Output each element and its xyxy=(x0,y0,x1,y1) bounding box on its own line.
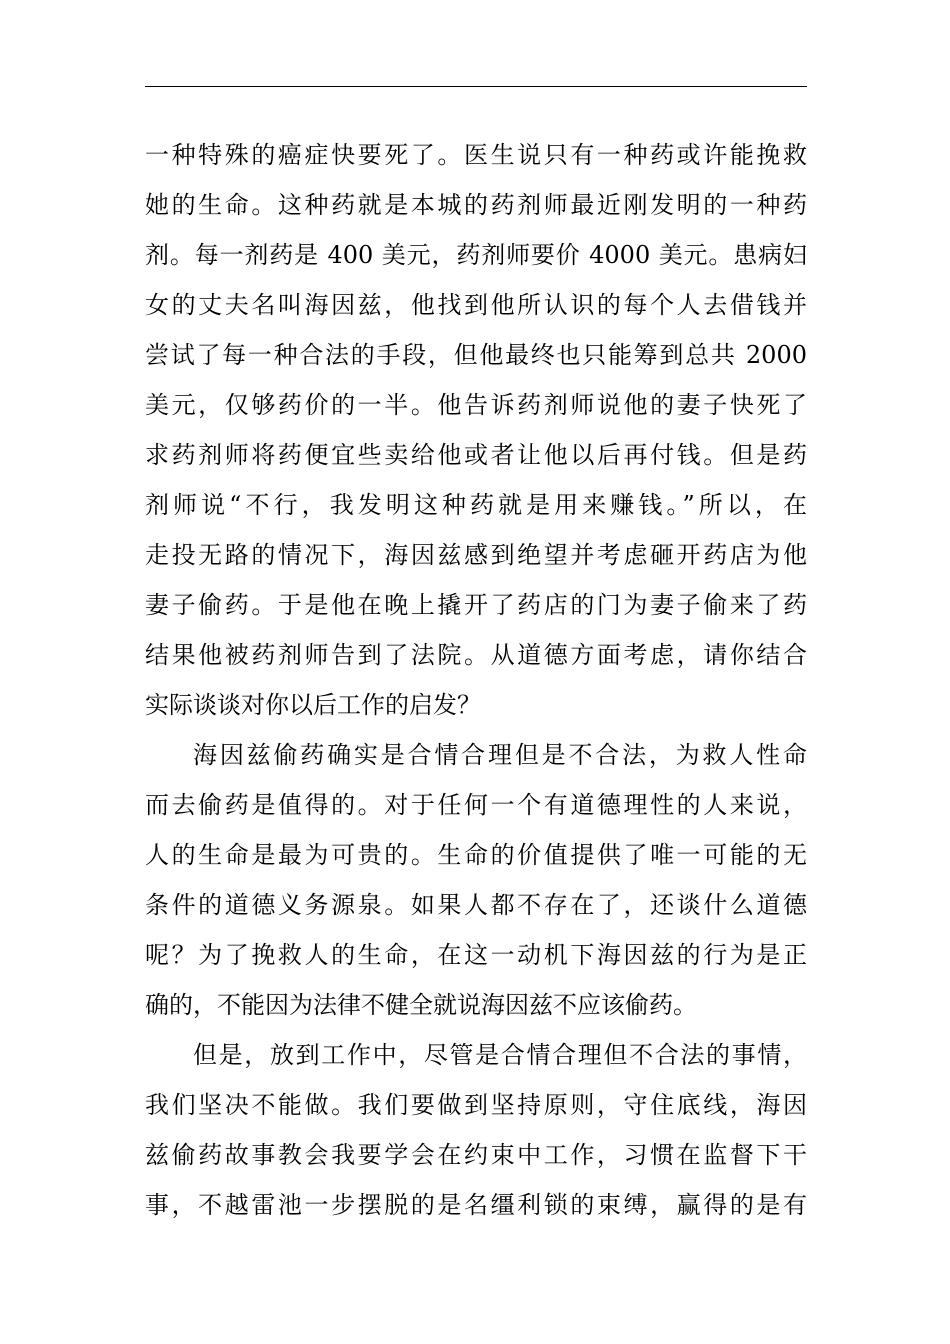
text-line: 走投无路的情况下，海因兹感到绝望并考虑砸开药店为他 xyxy=(145,541,807,569)
text-line: 呢？为了挽救人的生命，在这一动机下海因兹的行为是正 xyxy=(145,941,807,969)
paragraph-start-line: 海因兹偷药确实是合情合理但是不合法，为救人性命 xyxy=(193,741,807,769)
text-line: 美元，仅够药价的一半。他告诉药剂师说他的妻子快死了 xyxy=(145,391,807,419)
body-text xyxy=(145,130,807,1230)
text-line: 结果他被药剂师告到了法院。从道德方面考虑，请你结合 xyxy=(145,641,807,669)
text-line: 女的丈夫名叫海因兹，他找到他所认识的每个人去借钱并 xyxy=(145,291,807,319)
text-line: 她的生命。这种药就是本城的药剂师最近刚发明的一种药 xyxy=(145,191,807,219)
text-line: 我们坚决不能做。我们要做到坚持原则，守住底线，海因 xyxy=(145,1091,807,1119)
text-line: 兹偷药故事教会我要学会在约束中工作，习惯在监督下干 xyxy=(145,1141,807,1169)
paragraph-start-line: 但是，放到工作中，尽管是合情合理但不合法的事情， xyxy=(193,1041,807,1069)
text-line: 剂。每一剂药是 400 美元，药剂师要价 4000 美元。患病妇 xyxy=(145,241,807,269)
text-line: 事，不越雷池一步摆脱的是名缰利锁的束缚，赢得的是有 xyxy=(145,1191,807,1219)
text-line: 条件的道德义务源泉。如果人都不存在了，还谈什么道德 xyxy=(145,891,807,919)
text-line: 而去偷药是值得的。对于任何一个有道德理性的人来说， xyxy=(145,791,807,819)
text-line: 一种特殊的癌症快要死了。医生说只有一种药或许能挽救 xyxy=(145,141,807,169)
text-line: 确的，不能因为法律不健全就说海因兹不应该偷药。 xyxy=(145,991,697,1019)
text-line: 妻子偷药。于是他在晚上撬开了药店的门为妻子偷来了药 xyxy=(145,591,807,619)
header-rule xyxy=(145,86,807,87)
text-line: 人的生命是最为可贵的。生命的价值提供了唯一可能的无 xyxy=(145,841,807,869)
text-line: 尝试了每一种合法的手段，但他最终也只能筹到总共 2000 xyxy=(145,341,807,369)
text-line: 实际谈谈对你以后工作的启发？ xyxy=(145,691,481,719)
text-line: 剂师说“不行，我发明这种药就是用来赚钱。”所以，在 xyxy=(145,491,807,519)
text-line: 求药剂师将药便宜些卖给他或者让他以后再付钱。但是药 xyxy=(145,441,807,469)
